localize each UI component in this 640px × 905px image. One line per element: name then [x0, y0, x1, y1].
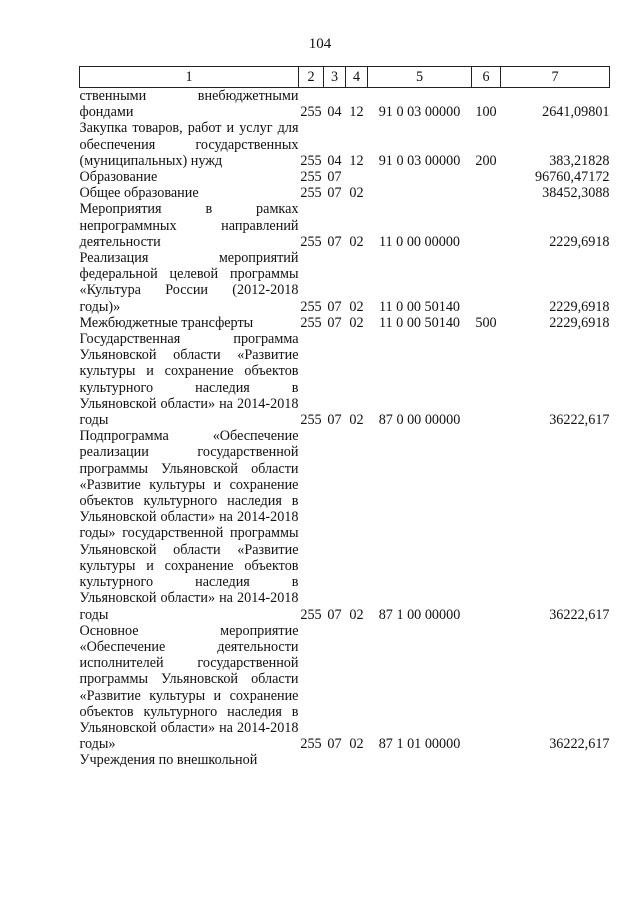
row-name: Реализация мероприятий федеральной целевой программы «Культура России (2012-2018 годы)» — [79, 250, 299, 315]
code-subsection — [346, 752, 368, 768]
code-subsection — [346, 169, 368, 185]
code-subsection: 02 — [349, 233, 364, 250]
column-header: 1 — [80, 67, 299, 88]
amount — [501, 752, 610, 768]
code-expense-type — [472, 331, 501, 428]
code-section: 07 — [327, 169, 342, 186]
table-row — [80, 315, 610, 331]
code-grbs: 255 — [300, 606, 322, 623]
code-section: 07 — [327, 606, 342, 623]
code-subsection: 12 — [349, 104, 364, 121]
code-section: 07 — [327, 314, 342, 331]
amount: 383,21828 — [549, 152, 610, 169]
column-header: 3 — [324, 67, 346, 88]
code-section — [324, 752, 346, 768]
code-grbs: 255 — [300, 314, 322, 331]
code-target — [368, 185, 472, 201]
table-row — [80, 88, 610, 121]
amount: 36222,617 — [549, 736, 610, 753]
amount: 2229,6918 — [549, 233, 610, 250]
code-expense-type — [472, 185, 501, 201]
code-expense-type: 500 — [475, 314, 497, 331]
code-subsection: 02 — [349, 185, 364, 202]
code-expense-type — [472, 623, 501, 753]
code-target: 11 0 00 00000 — [378, 233, 461, 250]
code-section: 07 — [327, 736, 342, 753]
code-grbs: 255 — [300, 169, 322, 186]
code-target: 91 0 03 00000 — [378, 152, 461, 169]
code-target: 11 0 00 50140 — [378, 298, 461, 315]
table-row — [80, 120, 610, 169]
table-row — [80, 331, 610, 428]
table-row — [80, 185, 610, 201]
code-subsection: 02 — [349, 314, 364, 331]
code-section: 07 — [327, 412, 342, 429]
budget-table — [79, 66, 610, 769]
code-target: 91 0 03 00000 — [378, 104, 461, 121]
column-header: 4 — [346, 67, 368, 88]
code-grbs: 255 — [300, 233, 322, 250]
code-subsection: 02 — [349, 298, 364, 315]
column-header: 2 — [299, 67, 324, 88]
code-target — [368, 169, 472, 185]
amount: 36222,617 — [549, 606, 610, 623]
amount: 2229,6918 — [549, 314, 610, 331]
row-name: Мероприятия в рамках непрограммных направлений деятельности — [79, 201, 299, 250]
code-subsection: 02 — [349, 606, 364, 623]
table-row — [80, 428, 610, 622]
code-expense-type — [472, 169, 501, 185]
row-name: Межбюджетные трансферты — [79, 314, 254, 331]
code-target: 87 1 01 00000 — [378, 736, 461, 753]
code-section: 04 — [327, 152, 342, 169]
table-row — [80, 250, 610, 315]
code-expense-type: 200 — [475, 152, 497, 169]
code-expense-type — [472, 428, 501, 622]
table-row — [80, 169, 610, 185]
column-header: 6 — [472, 67, 501, 88]
code-target: 87 0 00 00000 — [378, 412, 461, 429]
code-target: 11 0 00 50140 — [378, 314, 461, 331]
code-grbs: 255 — [300, 298, 322, 315]
table-row — [80, 623, 610, 753]
column-header: 5 — [368, 67, 472, 88]
code-section: 04 — [327, 104, 342, 121]
row-name: Учреждения по внешкольной — [79, 752, 258, 769]
row-name: Общее образование — [79, 185, 199, 202]
code-grbs: 255 — [300, 152, 322, 169]
code-subsection: 02 — [349, 412, 364, 429]
code-grbs — [299, 752, 324, 768]
amount: 2229,6918 — [549, 298, 610, 315]
row-name: Подпрограмма «Обеспечение реализации государственной программы Ульяновской области «Развитие культуры и сохранение объектов культурного наследия в Ульяновской области» на 2014-2018 годы» государственной программы Ульяновской области «Развитие культуры и сохранение объектов культурного наследия в Ульяновской области» на 2014-2018 годы — [79, 428, 299, 623]
code-subsection: 02 — [349, 736, 364, 753]
amount: 2641,09801 — [542, 104, 610, 121]
code-expense-type — [472, 250, 501, 315]
code-section: 07 — [327, 233, 342, 250]
row-name: ственными внебюджетными фондами — [79, 88, 299, 121]
code-target: 87 1 00 00000 — [378, 606, 461, 623]
code-expense-type: 100 — [475, 104, 497, 121]
row-name: Государственная программа Ульяновской области «Развитие культуры и сохранение объектов культурного наследия в Ульяновской области» на 2014-2018 годы — [79, 331, 299, 429]
header-row — [80, 67, 610, 88]
code-grbs: 255 — [300, 736, 322, 753]
row-name: Закупка товаров, работ и услуг для обеспечения государственных (муниципальных) нужд — [79, 120, 299, 169]
row-name: Образование — [79, 169, 158, 186]
code-expense-type — [472, 201, 501, 250]
code-subsection: 12 — [349, 152, 364, 169]
code-expense-type — [472, 752, 501, 768]
table-row — [80, 752, 610, 768]
code-grbs: 255 — [300, 412, 322, 429]
row-name: Основное мероприятие «Обеспечение деятельности исполнителей государственной программы Ульяновской области «Развитие культуры и сохранение объектов культурного наследия в Ульяновской области» на 2014-2018 годы» — [79, 622, 299, 753]
page-number: 104 — [308, 36, 332, 52]
code-section: 07 — [327, 298, 342, 315]
code-grbs: 255 — [300, 104, 322, 121]
amount: 36222,617 — [549, 412, 610, 429]
code-target — [368, 752, 472, 768]
amount: 38452,3088 — [542, 185, 610, 202]
code-grbs: 255 — [300, 185, 322, 202]
table-row — [80, 201, 610, 250]
amount: 96760,47172 — [535, 169, 610, 186]
code-section: 07 — [327, 185, 342, 202]
column-header: 7 — [501, 67, 610, 88]
